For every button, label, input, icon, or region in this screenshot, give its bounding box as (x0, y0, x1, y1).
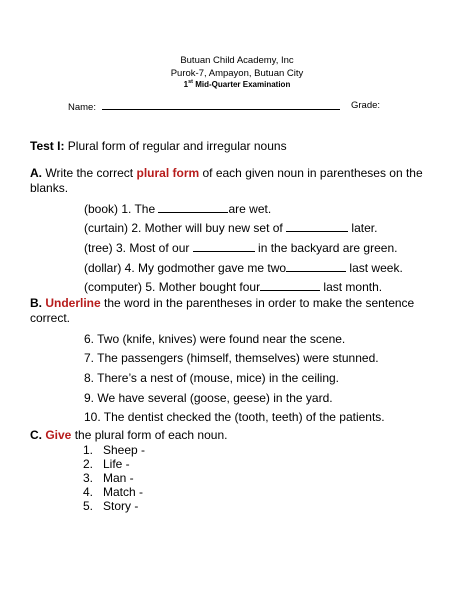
item-2-post: later. (348, 221, 378, 235)
section-b-letter: B. (30, 296, 42, 310)
item-2-blank[interactable] (286, 220, 348, 232)
name-field (68, 100, 388, 113)
list-item-number: 4. (83, 485, 94, 499)
test-label: Test I: (30, 139, 65, 153)
list-item-word: Man - (103, 471, 134, 485)
section-a-letter: A. (30, 166, 42, 180)
exam-title-text: Mid-Quarter Examination (192, 80, 291, 89)
section-a-post: of each given noun in parentheses on the blanks. (30, 166, 423, 195)
item-7: 7. The passengers (himself, themselves) were stunned. (84, 351, 379, 365)
list-item-number: 2. (83, 457, 94, 471)
list-item-number: 3. (83, 471, 94, 485)
list-item-word: Life - (103, 457, 130, 471)
list-item (83, 443, 145, 457)
list-item (83, 499, 138, 513)
item-4-blank[interactable] (286, 260, 346, 272)
list-item (83, 485, 143, 499)
item-5 (84, 279, 382, 294)
list-item (83, 457, 130, 471)
item-1-pre: (book) 1. The (84, 202, 159, 216)
section-c-letter: C. (30, 428, 42, 442)
item-6: 6. Two (knife, knives) were found near the scene. (84, 332, 346, 346)
item-3-blank[interactable] (193, 240, 255, 252)
test-title: Plural form of regular and irregular nouns (64, 139, 287, 153)
item-5-pre: (computer) 5. Mother bought four (84, 280, 261, 294)
school-name: Butuan Child Academy, Inc (180, 55, 294, 66)
exam-ordinal: 1 (183, 80, 189, 89)
section-c-highlight: Give (45, 428, 72, 442)
item-5-post: last month. (320, 280, 383, 294)
test-heading (30, 139, 287, 153)
item-2-pre: (curtain) 2. Mother will buy new set of (84, 221, 287, 235)
item-9: 9. We have several (goose, geese) in the yard. (84, 391, 333, 405)
section-b-instructions (30, 296, 450, 326)
list-item-word: Match - (103, 485, 144, 499)
list-item (83, 471, 134, 485)
item-4-post: last week. (346, 261, 403, 275)
section-b-highlight: Underline (45, 296, 101, 310)
list-item-word: Sheep - (103, 443, 146, 457)
item-1-blank[interactable] (158, 201, 228, 213)
exam-ordinal-suffix: st (188, 79, 193, 85)
name-blank[interactable] (102, 100, 340, 110)
section-c-post: the plural form of each noun. (71, 428, 228, 442)
section-c-instructions (30, 428, 450, 443)
list-item-word: Story - (103, 499, 139, 513)
item-3-post: in the backyard are green. (254, 241, 398, 255)
grade-label: Grade: (351, 100, 381, 111)
item-8: 8. There’s a nest of (mouse, mice) in the ceiling. (84, 371, 340, 385)
item-1-post: are wet. (228, 202, 272, 216)
item-3 (84, 240, 397, 255)
item-5-blank[interactable] (260, 279, 320, 291)
section-b-post: the word in the parentheses in order to make the sentence correct. (30, 296, 415, 325)
section-a-pre: Write the correct (42, 166, 137, 180)
item-3-pre: (tree) 3. Most of our (84, 241, 193, 255)
item-1 (84, 201, 271, 216)
item-4-pre: (dollar) 4. My godmother gave me two (84, 261, 287, 275)
exam-title (0, 80, 474, 89)
item-4 (84, 260, 403, 275)
school-address: Purok-7, Ampayon, Butuan City (170, 68, 304, 79)
item-10: 10. The dentist checked the (tooth, teeth) of the patients. (84, 410, 385, 424)
list-item-number: 5. (83, 499, 94, 513)
section-a-instructions (30, 166, 450, 196)
section-a-highlight: plural form (136, 166, 200, 180)
item-2 (84, 220, 377, 235)
list-item-number: 1. (83, 443, 94, 457)
name-label: Name: (68, 102, 96, 113)
